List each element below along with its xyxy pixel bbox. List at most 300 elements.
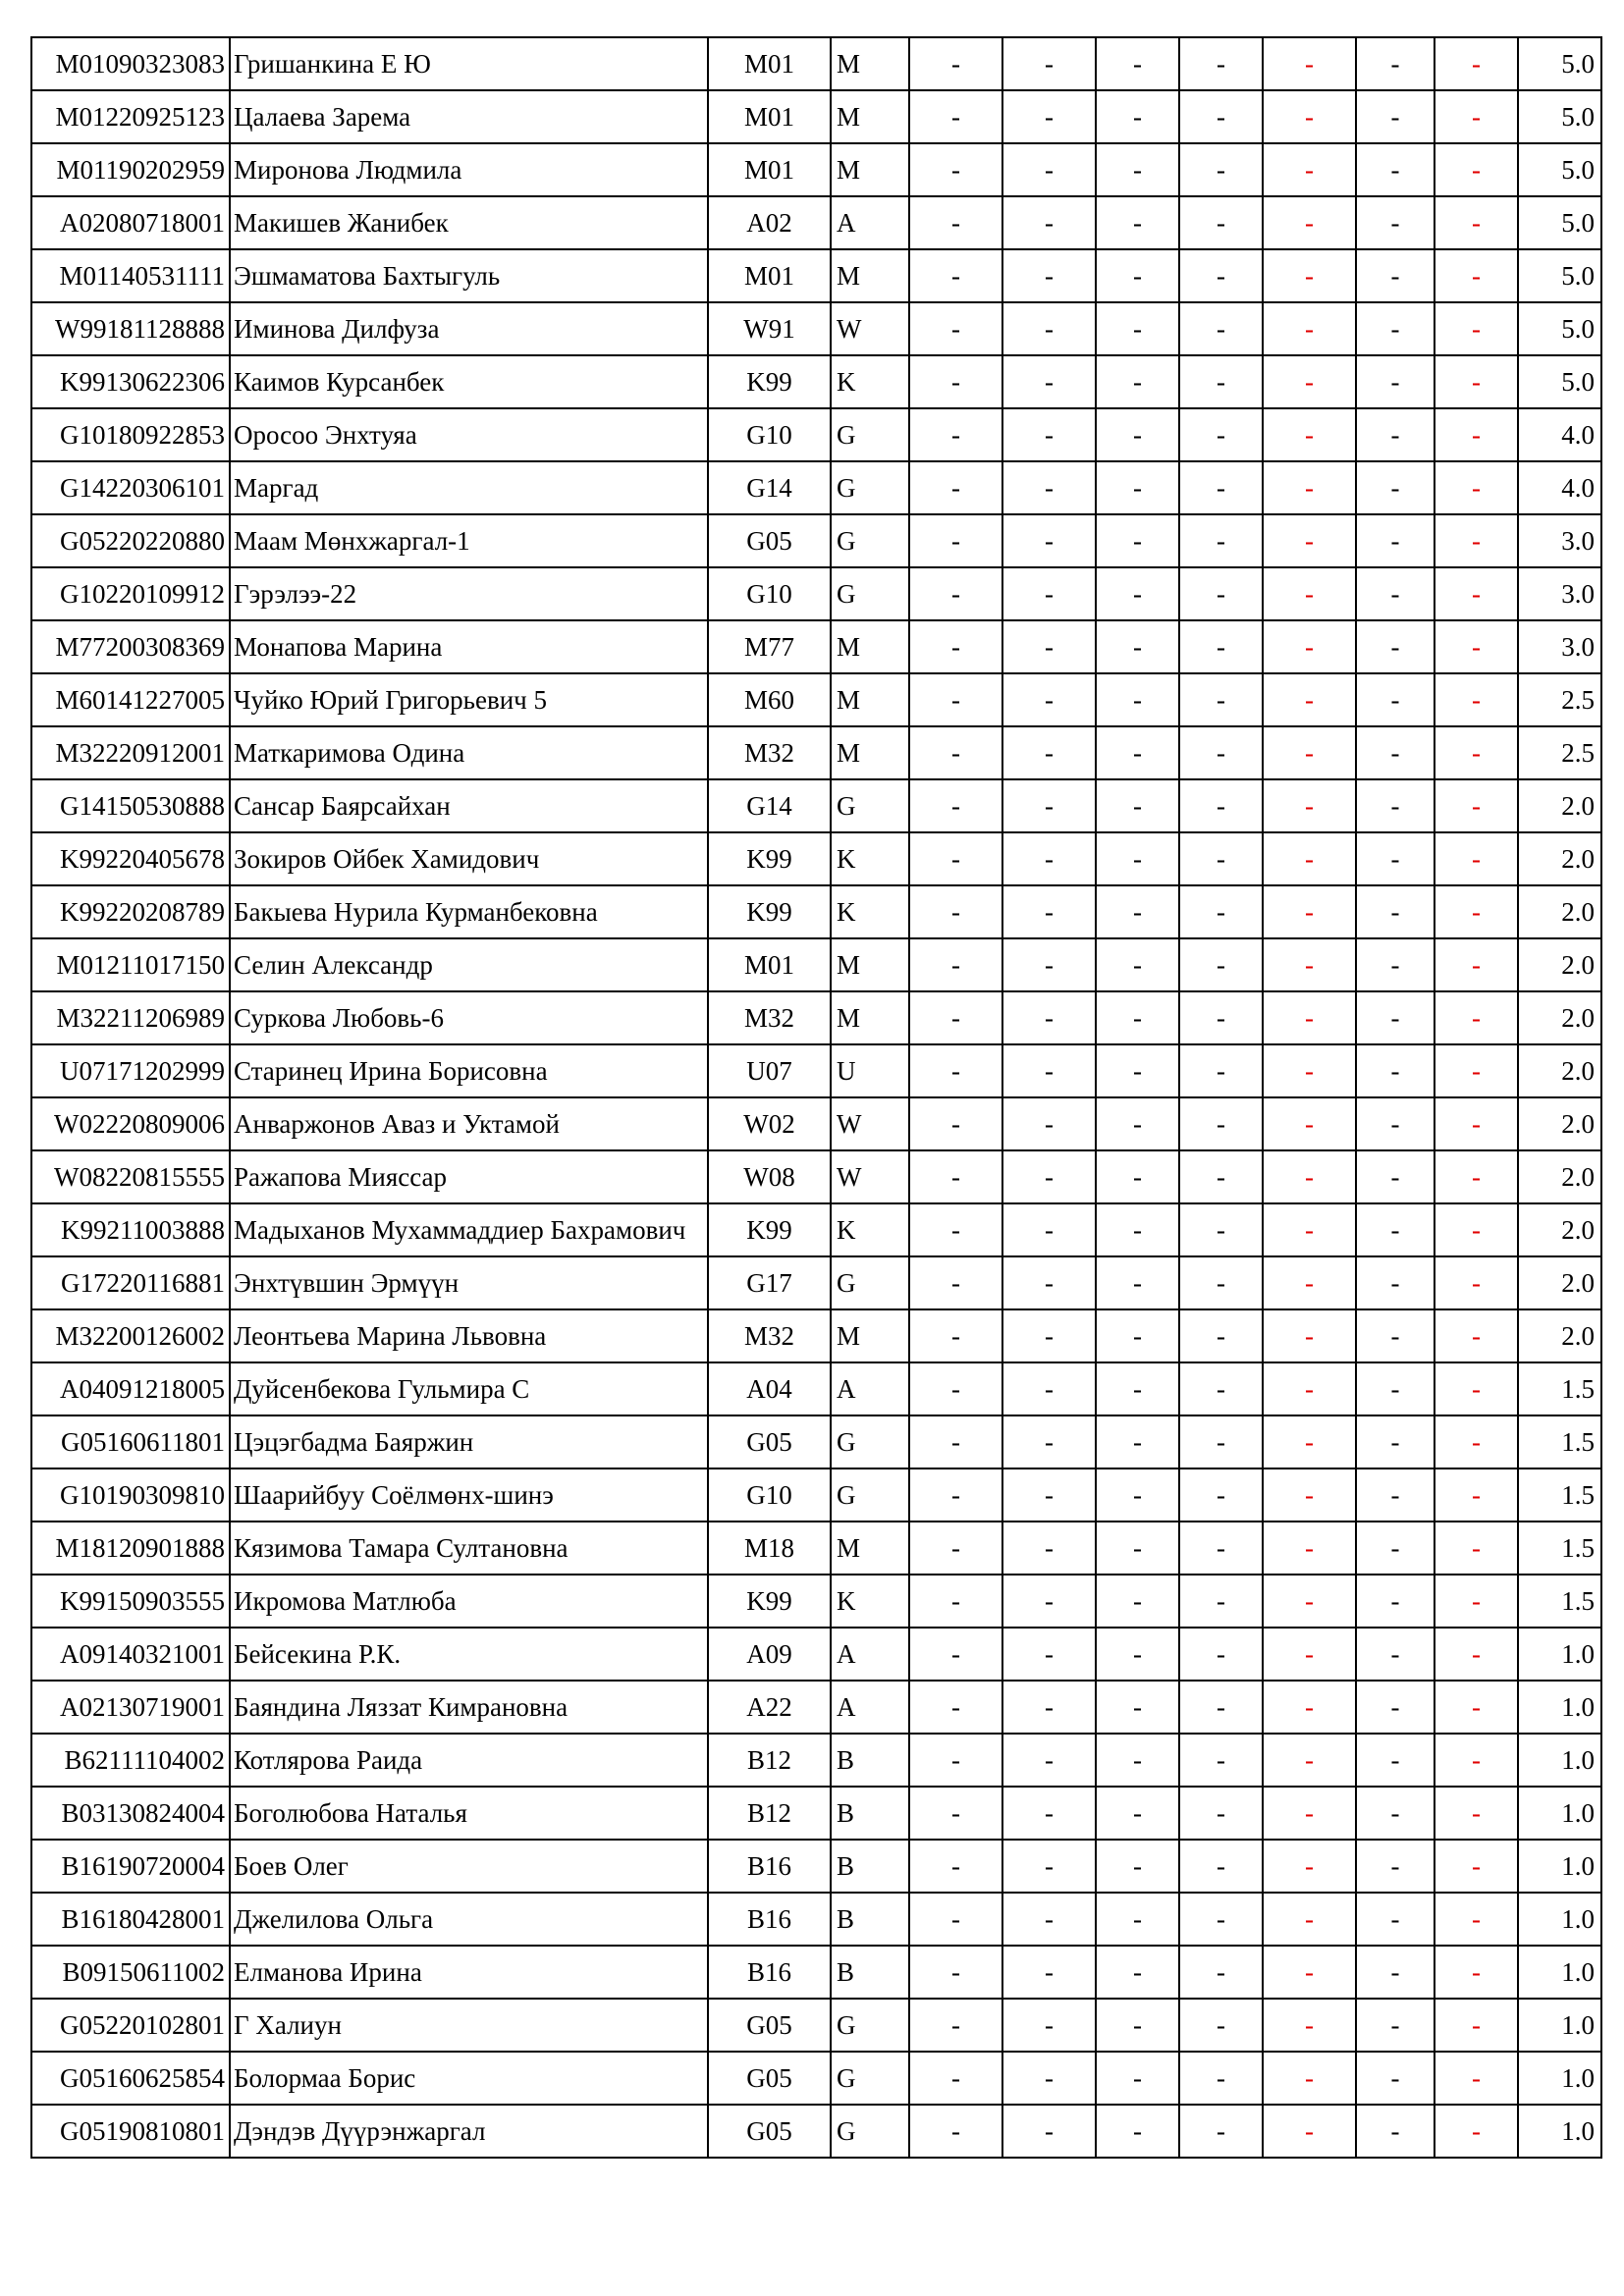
empty-value-cell: - bbox=[1263, 2105, 1356, 2158]
group-letter-cell: M bbox=[831, 1309, 909, 1362]
empty-value-cell: - bbox=[1179, 1362, 1263, 1415]
score-cell: 1.5 bbox=[1518, 1575, 1601, 1628]
empty-value-cell: - bbox=[1002, 1575, 1096, 1628]
region-code-cell: G05 bbox=[708, 2052, 831, 2105]
empty-value-cell: - bbox=[1263, 620, 1356, 673]
table-row bbox=[31, 1522, 1601, 1575]
group-letter-cell: M bbox=[831, 991, 909, 1044]
group-letter-cell: G bbox=[831, 1999, 909, 2052]
region-code-cell: M01 bbox=[708, 143, 831, 196]
empty-value-cell: - bbox=[1435, 1203, 1518, 1256]
empty-value-cell: - bbox=[1179, 1628, 1263, 1681]
empty-value-cell: - bbox=[1002, 938, 1096, 991]
empty-value-cell: - bbox=[1263, 143, 1356, 196]
empty-value-cell: - bbox=[1002, 779, 1096, 832]
score-cell: 2.5 bbox=[1518, 673, 1601, 726]
empty-value-cell: - bbox=[909, 1097, 1002, 1150]
empty-value-cell: - bbox=[1435, 1787, 1518, 1840]
group-letter-cell: M bbox=[831, 143, 909, 196]
empty-value-cell: - bbox=[1356, 408, 1435, 461]
empty-value-cell: - bbox=[909, 355, 1002, 408]
empty-value-cell: - bbox=[1179, 567, 1263, 620]
empty-value-cell: - bbox=[1096, 1628, 1179, 1681]
empty-value-cell: - bbox=[1435, 1468, 1518, 1522]
empty-value-cell: - bbox=[1002, 355, 1096, 408]
empty-value-cell: - bbox=[1263, 673, 1356, 726]
empty-value-cell: - bbox=[1263, 1893, 1356, 1946]
empty-value-cell: - bbox=[1356, 302, 1435, 355]
table-row bbox=[31, 1787, 1601, 1840]
table-row bbox=[31, 567, 1601, 620]
empty-value-cell: - bbox=[1435, 249, 1518, 302]
participant-id-cell: G17220116881 bbox=[31, 1256, 230, 1309]
empty-value-cell: - bbox=[909, 673, 1002, 726]
empty-value-cell: - bbox=[1179, 779, 1263, 832]
region-code-cell: G05 bbox=[708, 1999, 831, 2052]
empty-value-cell: - bbox=[1356, 1415, 1435, 1468]
empty-value-cell: - bbox=[1179, 355, 1263, 408]
empty-value-cell: - bbox=[1263, 1150, 1356, 1203]
empty-value-cell: - bbox=[1263, 1203, 1356, 1256]
region-code-cell: M77 bbox=[708, 620, 831, 673]
participant-id-cell: M32200126002 bbox=[31, 1309, 230, 1362]
empty-value-cell: - bbox=[1002, 885, 1096, 938]
empty-value-cell: - bbox=[1356, 726, 1435, 779]
empty-value-cell: - bbox=[1002, 1203, 1096, 1256]
group-letter-cell: B bbox=[831, 1787, 909, 1840]
empty-value-cell: - bbox=[909, 779, 1002, 832]
empty-value-cell: - bbox=[1356, 1468, 1435, 1522]
table-row bbox=[31, 461, 1601, 514]
table-row bbox=[31, 1415, 1601, 1468]
table-row bbox=[31, 1044, 1601, 1097]
empty-value-cell: - bbox=[1435, 938, 1518, 991]
table-row bbox=[31, 1840, 1601, 1893]
score-cell: 4.0 bbox=[1518, 461, 1601, 514]
empty-value-cell: - bbox=[1435, 1999, 1518, 2052]
empty-value-cell: - bbox=[909, 1999, 1002, 2052]
empty-value-cell: - bbox=[1435, 832, 1518, 885]
group-letter-cell: G bbox=[831, 2052, 909, 2105]
participant-id-cell: M01140531111 bbox=[31, 249, 230, 302]
empty-value-cell: - bbox=[1263, 1362, 1356, 1415]
table-row bbox=[31, 885, 1601, 938]
empty-value-cell: - bbox=[1179, 1203, 1263, 1256]
empty-value-cell: - bbox=[909, 249, 1002, 302]
empty-value-cell: - bbox=[909, 461, 1002, 514]
empty-value-cell: - bbox=[1356, 567, 1435, 620]
table-row bbox=[31, 726, 1601, 779]
empty-value-cell: - bbox=[1356, 1044, 1435, 1097]
empty-value-cell: - bbox=[1263, 1681, 1356, 1734]
empty-value-cell: - bbox=[1179, 302, 1263, 355]
region-code-cell: K99 bbox=[708, 355, 831, 408]
participant-name-cell: Ражапова Мияссар bbox=[230, 1150, 708, 1203]
participant-id-cell: G14220306101 bbox=[31, 461, 230, 514]
empty-value-cell: - bbox=[1096, 143, 1179, 196]
participant-name-cell: Дуйсенбекова Гульмира С bbox=[230, 1362, 708, 1415]
participant-id-cell: K99150903555 bbox=[31, 1575, 230, 1628]
participant-name-cell: Зокиров Ойбек Хамидович bbox=[230, 832, 708, 885]
empty-value-cell: - bbox=[1356, 461, 1435, 514]
participant-id-cell: B09150611002 bbox=[31, 1946, 230, 1999]
empty-value-cell: - bbox=[1002, 1309, 1096, 1362]
empty-value-cell: - bbox=[1002, 1150, 1096, 1203]
table-row bbox=[31, 1097, 1601, 1150]
empty-value-cell: - bbox=[909, 1468, 1002, 1522]
score-cell: 3.0 bbox=[1518, 620, 1601, 673]
table-row bbox=[31, 2105, 1601, 2158]
participant-name-cell: Эшмаматова Бахтыгуль bbox=[230, 249, 708, 302]
participant-id-cell: M01190202959 bbox=[31, 143, 230, 196]
participant-name-cell: Бакыева Нурила Курманбековна bbox=[230, 885, 708, 938]
group-letter-cell: M bbox=[831, 620, 909, 673]
empty-value-cell: - bbox=[1356, 37, 1435, 90]
empty-value-cell: - bbox=[1263, 355, 1356, 408]
table-row bbox=[31, 1999, 1601, 2052]
empty-value-cell: - bbox=[1356, 1893, 1435, 1946]
participant-id-cell: M77200308369 bbox=[31, 620, 230, 673]
participant-id-cell: M18120901888 bbox=[31, 1522, 230, 1575]
participant-id-cell: M32220912001 bbox=[31, 726, 230, 779]
region-code-cell: A09 bbox=[708, 1628, 831, 1681]
participant-id-cell: G10190309810 bbox=[31, 1468, 230, 1522]
empty-value-cell: - bbox=[1356, 1150, 1435, 1203]
empty-value-cell: - bbox=[1002, 1999, 1096, 2052]
results-table bbox=[30, 36, 1602, 2159]
empty-value-cell: - bbox=[1356, 2105, 1435, 2158]
region-code-cell: G05 bbox=[708, 514, 831, 567]
empty-value-cell: - bbox=[909, 1309, 1002, 1362]
empty-value-cell: - bbox=[1435, 1734, 1518, 1787]
empty-value-cell: - bbox=[1002, 1468, 1096, 1522]
empty-value-cell: - bbox=[1356, 249, 1435, 302]
empty-value-cell: - bbox=[1435, 355, 1518, 408]
empty-value-cell: - bbox=[1096, 355, 1179, 408]
empty-value-cell: - bbox=[1356, 1522, 1435, 1575]
table-row bbox=[31, 1256, 1601, 1309]
empty-value-cell: - bbox=[1179, 726, 1263, 779]
participant-id-cell: B16190720004 bbox=[31, 1840, 230, 1893]
participant-id-cell: K99220208789 bbox=[31, 885, 230, 938]
score-cell: 5.0 bbox=[1518, 37, 1601, 90]
empty-value-cell: - bbox=[1435, 673, 1518, 726]
empty-value-cell: - bbox=[1356, 90, 1435, 143]
participant-id-cell: W99181128888 bbox=[31, 302, 230, 355]
participant-name-cell: Гришанкина Е Ю bbox=[230, 37, 708, 90]
group-letter-cell: A bbox=[831, 196, 909, 249]
empty-value-cell: - bbox=[909, 567, 1002, 620]
participant-id-cell: M32211206989 bbox=[31, 991, 230, 1044]
empty-value-cell: - bbox=[909, 1628, 1002, 1681]
empty-value-cell: - bbox=[909, 37, 1002, 90]
table-row bbox=[31, 620, 1601, 673]
empty-value-cell: - bbox=[1002, 408, 1096, 461]
empty-value-cell: - bbox=[1179, 1734, 1263, 1787]
participant-name-cell: Миронова Людмила bbox=[230, 143, 708, 196]
empty-value-cell: - bbox=[1002, 1362, 1096, 1415]
empty-value-cell: - bbox=[1179, 514, 1263, 567]
empty-value-cell: - bbox=[1096, 779, 1179, 832]
table-row bbox=[31, 1628, 1601, 1681]
group-letter-cell: M bbox=[831, 726, 909, 779]
empty-value-cell: - bbox=[1096, 408, 1179, 461]
empty-value-cell: - bbox=[909, 1840, 1002, 1893]
group-letter-cell: G bbox=[831, 1468, 909, 1522]
region-code-cell: A22 bbox=[708, 1681, 831, 1734]
participant-id-cell: G10220109912 bbox=[31, 567, 230, 620]
table-row bbox=[31, 302, 1601, 355]
participant-name-cell: Цалаева Зарема bbox=[230, 90, 708, 143]
empty-value-cell: - bbox=[1096, 1946, 1179, 1999]
empty-value-cell: - bbox=[1179, 408, 1263, 461]
region-code-cell: G17 bbox=[708, 1256, 831, 1309]
participant-name-cell: Иминова Дилфуза bbox=[230, 302, 708, 355]
score-cell: 2.0 bbox=[1518, 1256, 1601, 1309]
empty-value-cell: - bbox=[1096, 938, 1179, 991]
empty-value-cell: - bbox=[1179, 143, 1263, 196]
participant-name-cell: Маам Мөнхжаргал-1 bbox=[230, 514, 708, 567]
participant-name-cell: Оросоо Энхтуяа bbox=[230, 408, 708, 461]
score-cell: 2.0 bbox=[1518, 991, 1601, 1044]
empty-value-cell: - bbox=[909, 2105, 1002, 2158]
region-code-cell: G14 bbox=[708, 779, 831, 832]
empty-value-cell: - bbox=[1435, 1840, 1518, 1893]
participant-id-cell: B03130824004 bbox=[31, 1787, 230, 1840]
participant-name-cell: Маткаримова Одина bbox=[230, 726, 708, 779]
empty-value-cell: - bbox=[1179, 1415, 1263, 1468]
empty-value-cell: - bbox=[1002, 1044, 1096, 1097]
empty-value-cell: - bbox=[1263, 1734, 1356, 1787]
participant-id-cell: W08220815555 bbox=[31, 1150, 230, 1203]
empty-value-cell: - bbox=[1356, 832, 1435, 885]
empty-value-cell: - bbox=[1179, 1097, 1263, 1150]
empty-value-cell: - bbox=[909, 620, 1002, 673]
empty-value-cell: - bbox=[1435, 1522, 1518, 1575]
empty-value-cell: - bbox=[1179, 938, 1263, 991]
participant-id-cell: M60141227005 bbox=[31, 673, 230, 726]
empty-value-cell: - bbox=[909, 408, 1002, 461]
participant-id-cell: K99211003888 bbox=[31, 1203, 230, 1256]
table-row bbox=[31, 1946, 1601, 1999]
region-code-cell: M01 bbox=[708, 90, 831, 143]
empty-value-cell: - bbox=[1179, 1999, 1263, 2052]
empty-value-cell: - bbox=[1263, 1044, 1356, 1097]
empty-value-cell: - bbox=[1179, 1893, 1263, 1946]
empty-value-cell: - bbox=[1356, 355, 1435, 408]
empty-value-cell: - bbox=[1263, 1787, 1356, 1840]
empty-value-cell: - bbox=[909, 1522, 1002, 1575]
participant-name-cell: Елманова Ирина bbox=[230, 1946, 708, 1999]
empty-value-cell: - bbox=[1263, 1946, 1356, 1999]
empty-value-cell: - bbox=[1435, 885, 1518, 938]
score-cell: 2.0 bbox=[1518, 1044, 1601, 1097]
group-letter-cell: W bbox=[831, 1150, 909, 1203]
empty-value-cell: - bbox=[1096, 1787, 1179, 1840]
empty-value-cell: - bbox=[1179, 196, 1263, 249]
table-row bbox=[31, 2052, 1601, 2105]
empty-value-cell: - bbox=[1435, 90, 1518, 143]
participant-id-cell: G05220220880 bbox=[31, 514, 230, 567]
empty-value-cell: - bbox=[1356, 885, 1435, 938]
empty-value-cell: - bbox=[909, 938, 1002, 991]
empty-value-cell: - bbox=[1435, 726, 1518, 779]
empty-value-cell: - bbox=[1096, 1522, 1179, 1575]
group-letter-cell: G bbox=[831, 408, 909, 461]
participant-id-cell: A09140321001 bbox=[31, 1628, 230, 1681]
table-row bbox=[31, 1734, 1601, 1787]
empty-value-cell: - bbox=[1435, 779, 1518, 832]
empty-value-cell: - bbox=[1002, 196, 1096, 249]
empty-value-cell: - bbox=[1435, 991, 1518, 1044]
participant-name-cell: Джелилова Ольга bbox=[230, 1893, 708, 1946]
group-letter-cell: K bbox=[831, 1575, 909, 1628]
table-row bbox=[31, 1309, 1601, 1362]
empty-value-cell: - bbox=[1356, 779, 1435, 832]
region-code-cell: K99 bbox=[708, 832, 831, 885]
empty-value-cell: - bbox=[909, 1734, 1002, 1787]
score-cell: 1.0 bbox=[1518, 1999, 1601, 2052]
participant-name-cell: Маргад bbox=[230, 461, 708, 514]
empty-value-cell: - bbox=[1435, 567, 1518, 620]
empty-value-cell: - bbox=[1002, 1256, 1096, 1309]
group-letter-cell: M bbox=[831, 1522, 909, 1575]
empty-value-cell: - bbox=[1096, 1097, 1179, 1150]
empty-value-cell: - bbox=[1002, 1628, 1096, 1681]
empty-value-cell: - bbox=[1435, 1628, 1518, 1681]
group-letter-cell: M bbox=[831, 938, 909, 991]
empty-value-cell: - bbox=[1096, 2105, 1179, 2158]
empty-value-cell: - bbox=[1435, 1097, 1518, 1150]
participant-name-cell: Г Халиун bbox=[230, 1999, 708, 2052]
empty-value-cell: - bbox=[1263, 1309, 1356, 1362]
empty-value-cell: - bbox=[1179, 1681, 1263, 1734]
group-letter-cell: M bbox=[831, 37, 909, 90]
group-letter-cell: B bbox=[831, 1893, 909, 1946]
empty-value-cell: - bbox=[1002, 37, 1096, 90]
region-code-cell: M01 bbox=[708, 938, 831, 991]
empty-value-cell: - bbox=[1179, 673, 1263, 726]
empty-value-cell: - bbox=[1179, 991, 1263, 1044]
empty-value-cell: - bbox=[909, 90, 1002, 143]
participant-id-cell: G10180922853 bbox=[31, 408, 230, 461]
score-cell: 1.0 bbox=[1518, 1787, 1601, 1840]
score-cell: 5.0 bbox=[1518, 90, 1601, 143]
table-row bbox=[31, 143, 1601, 196]
empty-value-cell: - bbox=[1263, 1628, 1356, 1681]
participant-name-cell: Каимов Курсанбек bbox=[230, 355, 708, 408]
participant-name-cell: Леонтьева Марина Львовна bbox=[230, 1309, 708, 1362]
region-code-cell: U07 bbox=[708, 1044, 831, 1097]
participant-id-cell: G05160625854 bbox=[31, 2052, 230, 2105]
empty-value-cell: - bbox=[1096, 2052, 1179, 2105]
empty-value-cell: - bbox=[1096, 1256, 1179, 1309]
empty-value-cell: - bbox=[1435, 1309, 1518, 1362]
score-cell: 2.0 bbox=[1518, 1150, 1601, 1203]
empty-value-cell: - bbox=[1096, 1468, 1179, 1522]
table-row bbox=[31, 779, 1601, 832]
empty-value-cell: - bbox=[1435, 196, 1518, 249]
empty-value-cell: - bbox=[1002, 2052, 1096, 2105]
empty-value-cell: - bbox=[1002, 1097, 1096, 1150]
empty-value-cell: - bbox=[1002, 143, 1096, 196]
group-letter-cell: M bbox=[831, 90, 909, 143]
empty-value-cell: - bbox=[1002, 1946, 1096, 1999]
empty-value-cell: - bbox=[909, 1893, 1002, 1946]
empty-value-cell: - bbox=[1356, 196, 1435, 249]
empty-value-cell: - bbox=[1263, 938, 1356, 991]
region-code-cell: M01 bbox=[708, 37, 831, 90]
empty-value-cell: - bbox=[1179, 1787, 1263, 1840]
empty-value-cell: - bbox=[1002, 1522, 1096, 1575]
empty-value-cell: - bbox=[1179, 832, 1263, 885]
table-body bbox=[31, 37, 1601, 2158]
empty-value-cell: - bbox=[1263, 2052, 1356, 2105]
empty-value-cell: - bbox=[1356, 1362, 1435, 1415]
group-letter-cell: K bbox=[831, 832, 909, 885]
region-code-cell: M60 bbox=[708, 673, 831, 726]
empty-value-cell: - bbox=[1179, 1468, 1263, 1522]
score-cell: 1.0 bbox=[1518, 1681, 1601, 1734]
empty-value-cell: - bbox=[1096, 1362, 1179, 1415]
empty-value-cell: - bbox=[1263, 514, 1356, 567]
empty-value-cell: - bbox=[1002, 1734, 1096, 1787]
empty-value-cell: - bbox=[1096, 514, 1179, 567]
score-cell: 1.0 bbox=[1518, 2052, 1601, 2105]
empty-value-cell: - bbox=[1263, 249, 1356, 302]
group-letter-cell: G bbox=[831, 2105, 909, 2158]
region-code-cell: B16 bbox=[708, 1893, 831, 1946]
empty-value-cell: - bbox=[909, 832, 1002, 885]
empty-value-cell: - bbox=[1356, 1840, 1435, 1893]
region-code-cell: W08 bbox=[708, 1150, 831, 1203]
participant-id-cell: K99130622306 bbox=[31, 355, 230, 408]
empty-value-cell: - bbox=[909, 1203, 1002, 1256]
empty-value-cell: - bbox=[1179, 249, 1263, 302]
empty-value-cell: - bbox=[1179, 37, 1263, 90]
score-cell: 1.0 bbox=[1518, 1628, 1601, 1681]
empty-value-cell: - bbox=[1263, 567, 1356, 620]
participant-name-cell: Цэцэгбадма Баяржин bbox=[230, 1415, 708, 1468]
empty-value-cell: - bbox=[1179, 461, 1263, 514]
region-code-cell: G14 bbox=[708, 461, 831, 514]
participant-name-cell: Монапова Марина bbox=[230, 620, 708, 673]
empty-value-cell: - bbox=[1263, 1097, 1356, 1150]
region-code-cell: B16 bbox=[708, 1946, 831, 1999]
empty-value-cell: - bbox=[1002, 1840, 1096, 1893]
empty-value-cell: - bbox=[1263, 779, 1356, 832]
participant-name-cell: Селин Александр bbox=[230, 938, 708, 991]
region-code-cell: M01 bbox=[708, 249, 831, 302]
empty-value-cell: - bbox=[909, 1787, 1002, 1840]
empty-value-cell: - bbox=[1002, 620, 1096, 673]
group-letter-cell: W bbox=[831, 1097, 909, 1150]
empty-value-cell: - bbox=[1356, 1787, 1435, 1840]
empty-value-cell: - bbox=[909, 1362, 1002, 1415]
score-cell: 2.0 bbox=[1518, 1097, 1601, 1150]
score-cell: 1.0 bbox=[1518, 1946, 1601, 1999]
empty-value-cell: - bbox=[1096, 1893, 1179, 1946]
empty-value-cell: - bbox=[1435, 37, 1518, 90]
group-letter-cell: G bbox=[831, 514, 909, 567]
empty-value-cell: - bbox=[1263, 302, 1356, 355]
empty-value-cell: - bbox=[1002, 1415, 1096, 1468]
participant-name-cell: Мадыханов Мухаммаддиер Бахрамович bbox=[230, 1203, 708, 1256]
region-code-cell: A04 bbox=[708, 1362, 831, 1415]
empty-value-cell: - bbox=[1002, 991, 1096, 1044]
empty-value-cell: - bbox=[1356, 1309, 1435, 1362]
score-cell: 2.0 bbox=[1518, 938, 1601, 991]
